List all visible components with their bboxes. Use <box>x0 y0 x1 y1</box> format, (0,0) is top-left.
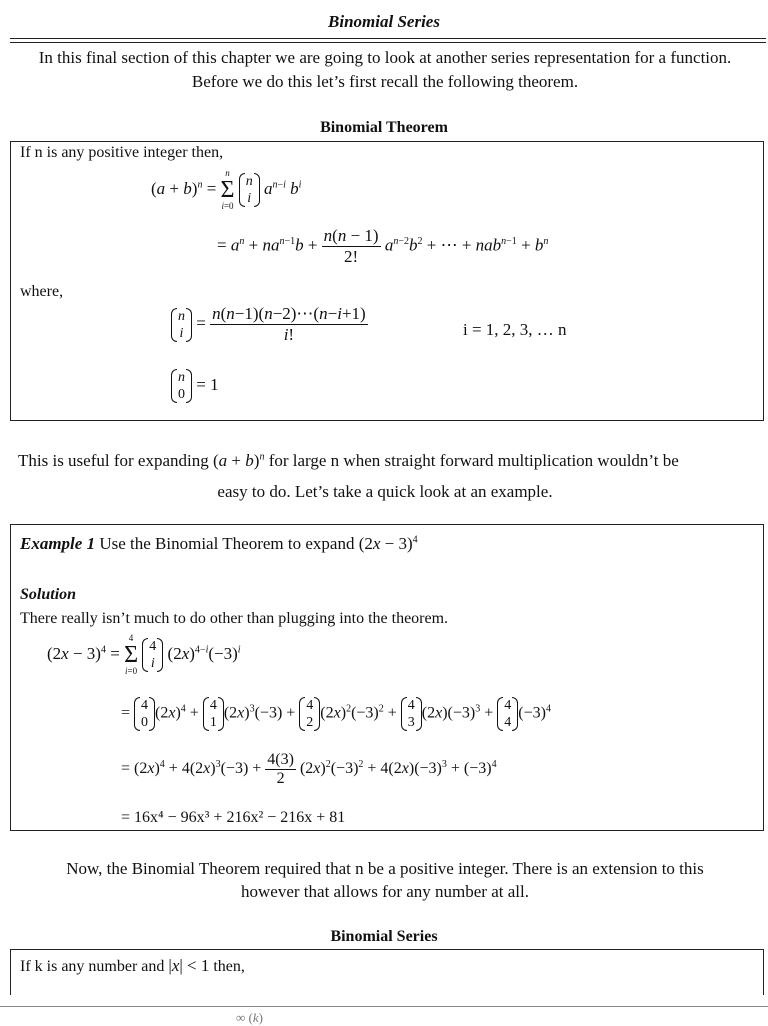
series-box <box>10 949 764 995</box>
solution-step-3: = $(2x)^4 + 4(2x)^3(-3)$ + $\frac{4(3)}{2}$ $(2x)^2(-3)^2 + 4(2x)(-3)^3 + (-3)^4$ <box>121 751 497 787</box>
solution-step-2: = 4 $0(2x)^4 + 4$ $1(2x)^3(-3) + 4$ $2(2x)^2(-3)^2 + 4$ $3(2x)(-3)^3 + 4$ $4(-3)^4$ <box>121 698 551 730</box>
series-condition: |x| < 1 <box>168 956 210 975</box>
solution-result: = 16x⁴ − 96x³ + 216x² − 216x + 81 <box>121 809 346 826</box>
next-page-edge <box>0 1006 768 1025</box>
example-prompt: Use the Binomial Theorem to expand <box>99 534 355 553</box>
intro-paragraph: In this final section of this chapter we are going to look at another series representation for a function. Before we do this let’s first recall the following theorem. <box>38 48 732 91</box>
binomial-zero-definition: n 0 = 1 <box>171 369 219 403</box>
where-label: where, <box>20 283 64 300</box>
binomial-theorem-heading: Binomial Theorem <box>320 119 448 136</box>
series-statement-start: If k is any number and <box>20 958 165 975</box>
solution-text: There really isn’t much to do other than plugging into the theorem. <box>20 610 449 627</box>
usage-expression: $(a + b)^n$ <box>213 451 265 470</box>
example-label: Example 1 <box>20 534 96 553</box>
usage-text-after: for large n when straight forward multiplication wouldn’t be <box>268 451 679 470</box>
solution-label-wrap <box>20 586 76 604</box>
example-expression: $(2x - 3)^4$ <box>358 534 418 553</box>
theorem-statement: If n is any positive integer then, <box>20 144 224 161</box>
theorem-expansion: = $a^n + na^{n-1}b$ + $\frac{n(n - 1)}{2!}$ $a^{n-2}b^2$ + ⋯ + $nab^{n-1} + b^n$ <box>217 226 549 266</box>
closing-line-1: Now, the Binomial Theorem required that n be a positive integer. There is an extension to this <box>66 859 704 878</box>
binomial-series-heading: Binomial Series <box>330 928 438 945</box>
page-title: Binomial Series <box>328 12 440 31</box>
example-box <box>10 524 764 831</box>
usage-line-1 <box>18 451 758 471</box>
title-rule-top <box>10 38 766 39</box>
theorem-sum-formula: $(a + b)^n = n$ Σ i=0 n i $a^{n-i}$ $b^i$ <box>151 168 302 211</box>
series-statement <box>20 956 245 976</box>
index-range: i = 1, 2, 3, … n <box>463 320 567 339</box>
closing-line-2: however that allows for any number at all. <box>241 882 529 901</box>
series-statement-end: then, <box>213 958 245 975</box>
next-page-formula-fragment: ∞ (k) <box>236 1010 263 1025</box>
theorem-box <box>10 141 764 421</box>
binomial-coefficient-definition: n i = $\frac{n(n-1)(n-2)\cdots(n-i+1)}{i!}$ <box>171 304 368 345</box>
usage-line-2: easy to do. Let’s take a quick look at an example. <box>217 482 553 501</box>
solution-step-1: $(2x - 3)^4 = 4$ Σ i=0 4 i $(2x)^{4-i}(-3)^i$ <box>47 633 241 676</box>
solution-label: Solution <box>20 586 77 603</box>
example-prompt-line <box>20 534 418 554</box>
usage-text-before: This is useful for expanding <box>18 451 209 470</box>
title-rule-bottom <box>10 42 766 43</box>
